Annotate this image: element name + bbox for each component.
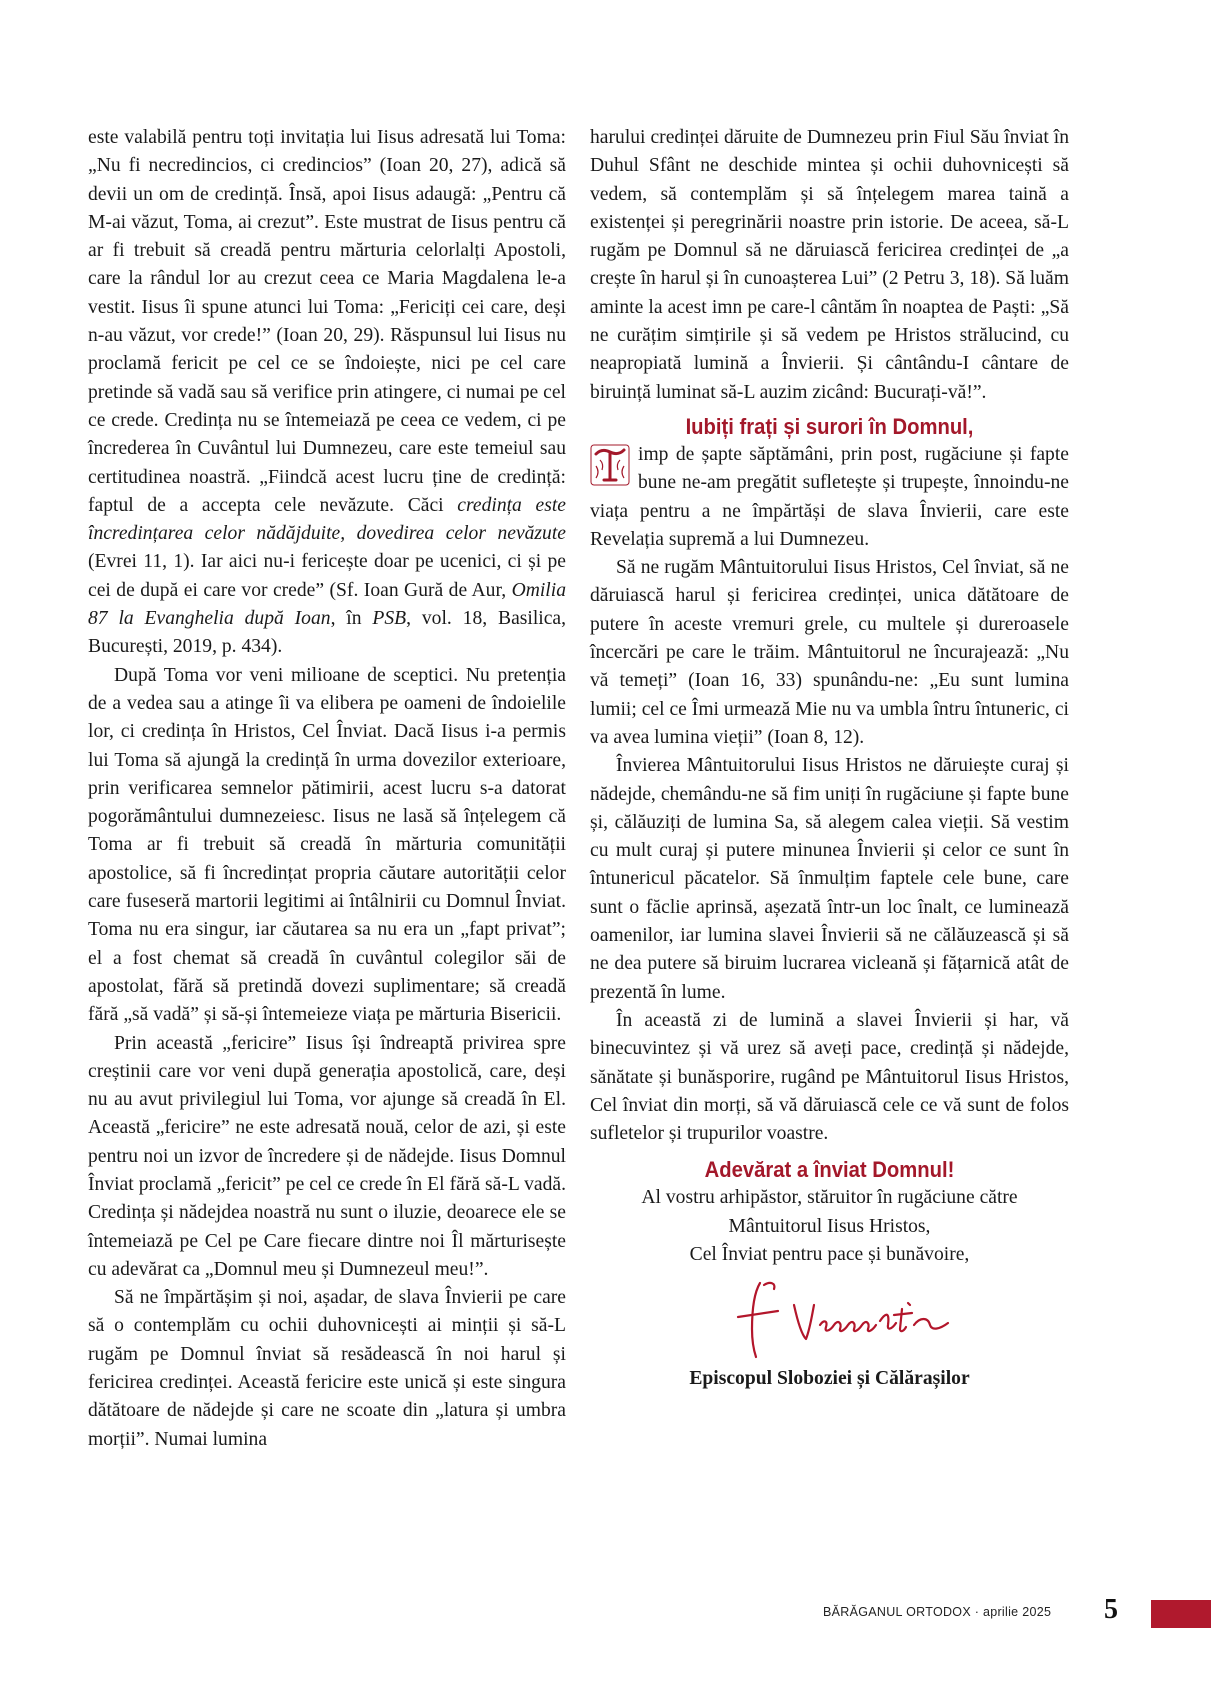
footer-publication: BĂRĂGANUL ORTODOX · aprilie 2025: [823, 1605, 1052, 1619]
closing-line: Al vostru arhipăstor, stăruitor în rugăciune către: [641, 1187, 1018, 1209]
paragraph-with-dropcap: imp de șapte săptămâni, prin post, rugăciune și fapte bune ne-am pregătit sufletește și trupește, înnoindu-ne viața pentru a ne împărtăși de slava Învierii, care este Revelația supremă a lui Dumnezeu.: [590, 443, 1069, 550]
paragraph: După Toma vor veni milioane de sceptici. Nu pretenția de a vedea sau a atinge îi va elibera pe oameni de îndoielile lor, ci credința în Hristos, Cel Înviat. Dacă Iisus i-a permis lui Toma să ajungă la credință în urma dovezilor exterioare, prin verificarea semnelor pătimirii, acest lucru s-a datorat pogorământului dumnezeiesc. Iisus ne lasă să înțelegem că Toma ar fi trebuit să creadă în mărturia comunității apostolice, să fi încredințat propria căutare autorității celor care fuseseră martorii legitimi ai întâlnirii cu Domnul Înviat. Toma nu era singur, iar căutarea sa nu era un „fapt privat”; el a fost chemat să creadă în cuvântul colegilor săi de apostolat, fără să pretindă dovezi suplimentare; să creadă fără „să vadă” și să-și întemeieze viața pe mărturia Bisericii.: [88, 664, 566, 1026]
paragraph: Prin această „fericire” Iisus își îndreaptă privirea spre creștinii care vor veni după generația apostolică, care, deși nu au avut privilegiul lui Toma, vor ajunge să creadă în El. Această „fericire” ne este adresată nouă, celor de azi, și este pentru noi un izvor de încredere și de nădejde. Iisus Domnul Înviat proclamă „fericit” pe cel ce crede în El fără să-L vadă. Credința și nădejdea noastră nu sunt o iluzie, deoarece ele se întemeiază pe Cel pe Care fiecare dintre noi Îl mărturisește cu adevărat ca „Domnul meu și Dumnezeul meu!”.: [88, 1032, 566, 1280]
paragraph: Învierea Mântuitorului Iisus Hristos ne dăruiește curaj și nădejde, chemându-ne să fim uniți în rugăciune și fapte bune și, călăuziți de lumina Sa, să alegem calea vieții. Să vestim cu mult curaj și putere minunea Învierii și celor ce sunt în întunericul păcatelor. Să înmulțim faptele cele bune, care sunt o făclie aprinsă, așezată într-un loc înalt, ce luminează oamenilor, iar lumina slavei Învierii să ne călăuzească și să ne dea putere să biruim lucrarea vicleană și fățarnică atât de prezentă în lume.: [590, 755, 1069, 1003]
handwritten-signature: [708, 1279, 958, 1359]
signatory-title: Episcopul Sloboziei și Călărașilor: [689, 1368, 970, 1390]
ornamental-dropcap: [590, 444, 630, 486]
right-column: [590, 124, 1069, 1394]
paragraph: Să ne rugăm Mântuitorului Iisus Hristos, Cel înviat, să ne dăruiască harul și fericirea credinței, unica dătătoare de putere în aceste vremuri grele, cu multele și dureroasele încercări pe care le trăim. Mântuitorul ne încurajează: „Nu vă temeți” (Ioan 16, 33) spunându-ne: „Eu sunt lumina lumii; cel ce Îmi urmează Mie nu va umbla întru întuneric, ci va avea lumina vieții” (Ioan 8, 12).: [590, 557, 1069, 748]
closing-line: Cel Înviat pentru pace și bunăvoire,: [689, 1243, 970, 1265]
paragraph: În această zi de lumină a slavei Învierii și har, vă binecuvintez și vă urez să aveți pace, credință și nădejde, sănătate și bunăsporire, rugând pe Mântuitorul Iisus Hristos, Cel înviat din morți, să vă dăruiască cele ce vă sunt de folos sufletelor și trupurilor voastre.: [590, 1009, 1069, 1145]
left-column: [88, 124, 566, 1454]
closing-heading: Adevărat a înviat Domnul!: [704, 1157, 955, 1183]
footer-accent-bar: [1151, 1600, 1211, 1628]
closing-block: [590, 1156, 1069, 1393]
paragraph: Să ne împărtășim și noi, așadar, de slava Învierii pe care să o contemplăm cu ochii duhovnicești ai minții și să-L rugăm pe Domnul înviat să resădească în noi harul și fericirea credinței. Această fericire este unică și este singura dătătoare de nădejde și care ne scoate din „latura și umbra morții”. Numai lumina: [88, 1287, 566, 1450]
page-number: 5: [1104, 1594, 1118, 1625]
paragraph: este valabilă pentru toți invitația lui Iisus adresată lui Toma: „Nu fi necredincios, ci credincios” (Ioan 20, 27), adică să devii un om de credință. Însă, apoi Iisus adaugă: „Pentru că M-ai văzut, Toma, ai crezut”. Este mustrat de Iisus pentru că ar fi trebuit să creadă pentru mărturia celorlalți Apostoli, care la rândul lor au crezut ceea ce Maria Magdalena le-a vestit. Iisus îi spune atunci lui Toma: „Fericiți cei care, deși n-au văzut, vor crede!” (Ioan 20, 29). Răspunsul lui Iisus nu proclamă fericit pe cel ce se îndoiește, nici pe cel care pretinde să vadă sau să verifice prin atingere, ci numai pe cel ce crede. Credința nu se întemeiază pe ceea ce vedem, ci pe încrederea în Cuvântul lui Dumnezeu, care este temeiul sau certitudinea noastră. „Fiindcă acest lucru ține de credință: faptul de a accepta cele nevăzute. Căci credința este încredințarea celor nădăjduite, dovedirea celor nevăzute (Evrei 11, 1). Iar aici nu-i fericește doar pe ucenici, ci și pe cei de după ei care vor crede” (Sf. Ioan Gură de Aur, Omilia 87 la Evanghelia după Ioan, în PSB, vol. 18, Basilica, București, 2019, p. 434).: [88, 127, 567, 658]
signature-area: [590, 1273, 1069, 1365]
paragraph: harului credinței dăruite de Dumnezeu prin Fiul Său înviat în Duhul Sfânt ne deschide mintea și ochii duhovnicești să vedem, să contemplăm și să înțelegem marea taină a existenței și peregrinării noastre prin istorie. De aceea, să-L rugăm pe Domnul să ne dăruiască fericirea credinței de „a crește în harul și în cunoașterea Lui” (2 Petru 3, 18). Să luăm aminte la acest imn pe care-l cântăm în noaptea de Paști: „Să ne curățim simțirile și să vedem pe Hristos strălucind, cu neapropiată lumină a Învierii. Și cântându-I cântare de biruință luminat să-L auzim zicând: Bucurați-vă!”.: [590, 127, 1069, 403]
section-heading: Iubiți frați și surori în Domnul,: [685, 413, 974, 439]
closing-line: Mântuitorul Iisus Hristos,: [728, 1215, 931, 1237]
